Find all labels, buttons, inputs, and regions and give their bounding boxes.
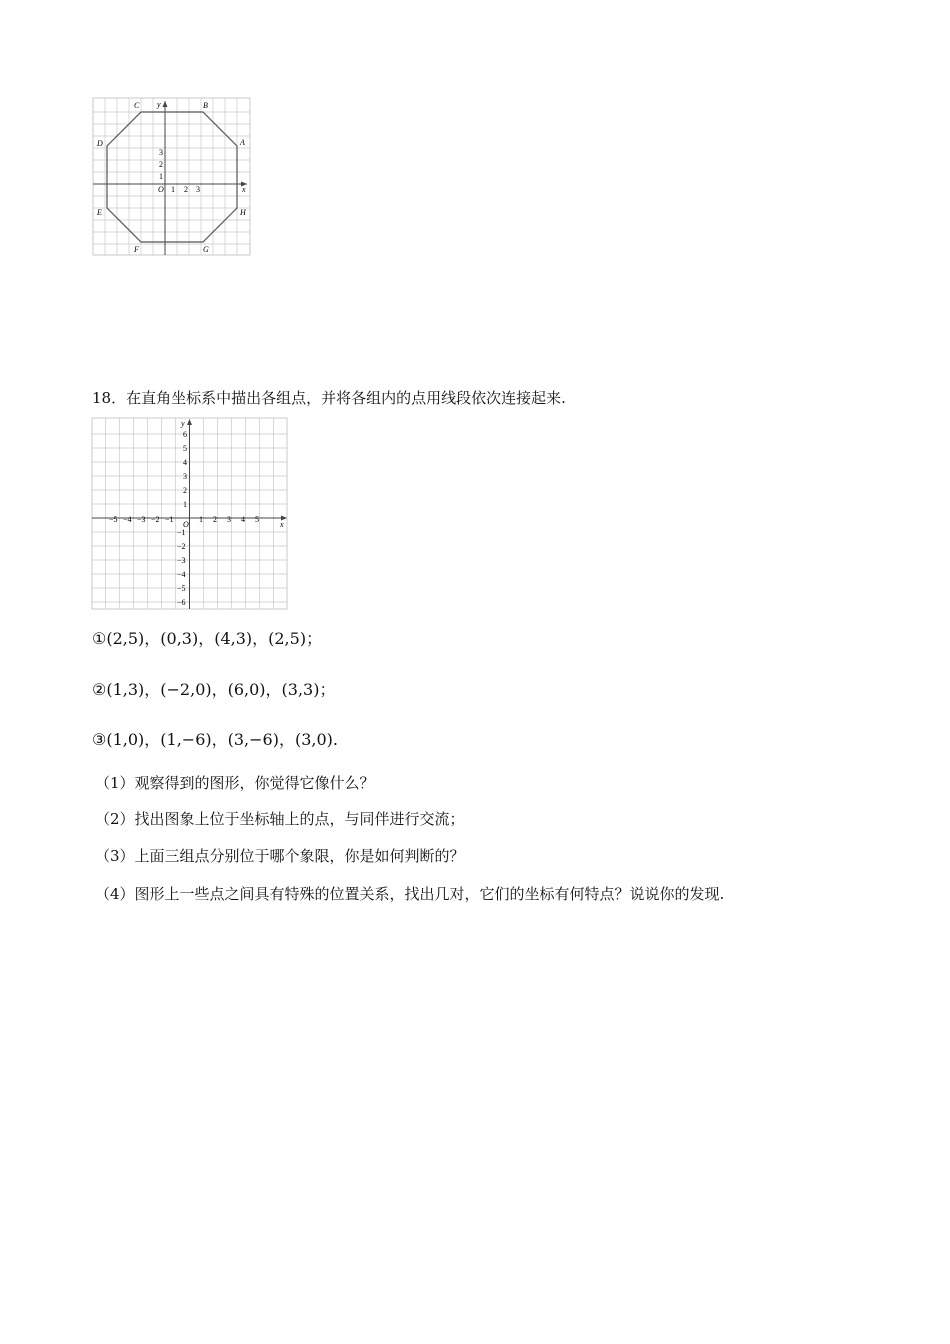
x-tick-label: 4: [241, 515, 245, 524]
x-tick-label: −1: [165, 515, 174, 524]
coordinate-grid-figure: [91, 417, 289, 612]
origin-label: O: [183, 520, 189, 529]
octagon-graph: [92, 97, 252, 257]
point-group-3: [92, 727, 338, 750]
octagon-shape: [107, 112, 237, 242]
point-f-label: F: [134, 245, 139, 254]
origin-label: O: [158, 185, 164, 194]
sub-question-1: （1）观察得到的图形，你觉得它像什么？: [95, 774, 375, 792]
y-tick-label: 3: [183, 472, 187, 481]
x-tick-label: 5: [255, 515, 259, 524]
x-axis-label: x: [280, 520, 284, 529]
x-tick-label: 3: [227, 515, 231, 524]
y-tick-label: 4: [183, 458, 187, 467]
coordinate-grid: [91, 417, 289, 612]
y-axis-arrow: [163, 101, 168, 107]
x-tick-label: −2: [151, 515, 160, 524]
grid: [93, 98, 250, 255]
sub-question-3: （3）上面三组点分别位于哪个象限，你是如何判断的？: [95, 847, 465, 865]
point-e-label: E: [97, 208, 102, 217]
y-tick-label: 2: [159, 160, 163, 169]
y-tick-label: 2: [183, 486, 187, 495]
sub-question-2: （2）找出图象上位于坐标轴上的点，与同伴进行交流；: [95, 810, 465, 828]
group-points: (1,0)，(1,−6)，(3,−6)，(3,0).: [106, 730, 338, 749]
x-tick-label: 2: [213, 515, 217, 524]
group-marker: ①: [92, 629, 107, 648]
y-tick-label: 5: [183, 444, 187, 453]
x-axis-label: x: [242, 185, 246, 194]
group-points: (2,5)，(0,3)，(4,3)，(2,5)；: [106, 629, 323, 648]
x-tick-label: 1: [199, 515, 203, 524]
group-points: (1,3)，(−2,0)，(6,0)，(3,3)；: [106, 680, 336, 699]
point-group-1: [92, 626, 322, 649]
sub-question-4: （4）图形上一些点之间具有特殊的位置关系，找出几对，它们的坐标有何特点？说说你的发现.: [95, 885, 725, 903]
y-axis-label: y: [157, 100, 161, 109]
y-tick-label: −4: [177, 570, 186, 579]
x-tick-label: 2: [184, 185, 188, 194]
y-tick-label: 3: [159, 148, 163, 157]
x-tick-label: −3: [137, 515, 146, 524]
y-tick-label: −1: [177, 528, 186, 537]
group-marker: ③: [92, 730, 107, 749]
point-h-label: H: [240, 208, 246, 217]
point-c-label: C: [134, 101, 140, 110]
graph-border: [93, 98, 250, 255]
point-d-label: D: [97, 139, 103, 148]
point-group-2: [92, 677, 335, 700]
y-tick-label: 6: [183, 430, 187, 439]
y-axis-arrow: [187, 419, 192, 425]
y-tick-label: 1: [183, 500, 187, 509]
question-18: [92, 387, 566, 408]
x-tick-label: −4: [123, 515, 132, 524]
octagon-figure: [92, 97, 252, 257]
y-tick-label: −6: [177, 598, 186, 607]
point-b-label: B: [203, 101, 208, 110]
y-tick-label: −2: [177, 542, 186, 551]
question-text: 在直角坐标系中描出各组点，并将各组内的点用线段依次连接起来.: [126, 389, 566, 407]
x-tick-label: −5: [109, 515, 118, 524]
y-tick-label: −5: [177, 584, 186, 593]
point-a-label: A: [240, 138, 245, 147]
point-g-label: G: [203, 245, 209, 254]
y-tick-label: 1: [159, 172, 163, 181]
question-number: 18．: [92, 389, 127, 407]
y-axis-label: y: [181, 419, 185, 428]
x-tick-label: 1: [171, 185, 175, 194]
group-marker: ②: [92, 680, 107, 699]
x-tick-label: 3: [196, 185, 200, 194]
y-tick-label: −3: [177, 556, 186, 565]
